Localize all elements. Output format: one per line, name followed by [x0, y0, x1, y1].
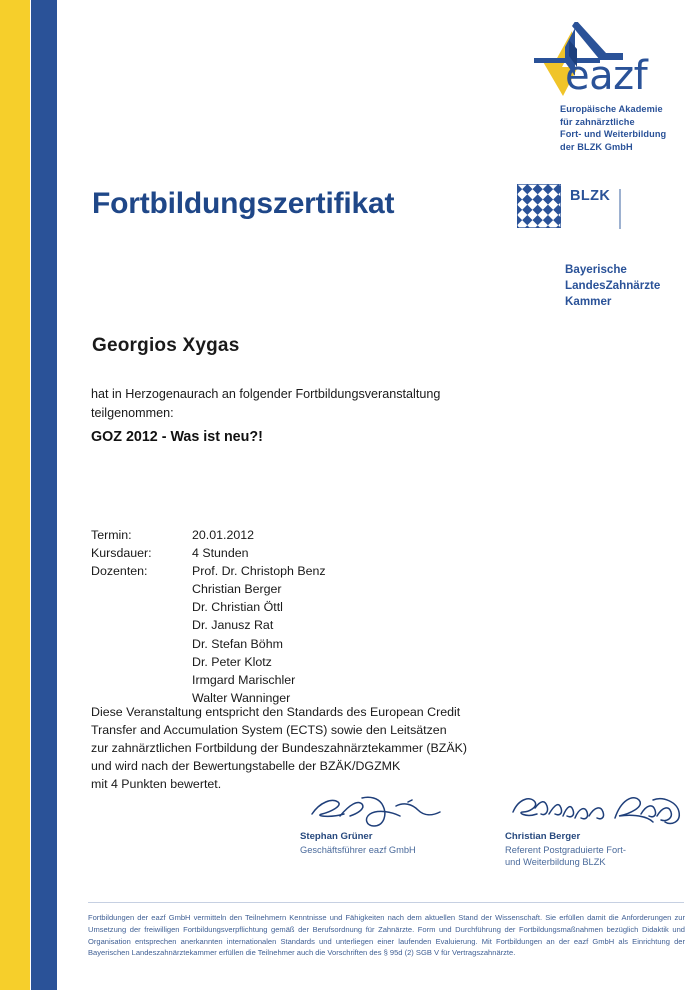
date-label: Termin: [91, 528, 132, 542]
blzk-organisation-name [565, 262, 697, 311]
bavarian-lozenge-icon [517, 184, 561, 228]
ects-line: Diese Veranstaltung entspricht den Standards des European Credit [91, 705, 461, 719]
page-title: Fortbildungszertifikat [92, 187, 395, 220]
signature-right-role-line: und Weiterbildung BLZK [505, 856, 606, 867]
recipient-name: Georgios Xygas [92, 335, 240, 356]
signature-right-role-line: Referent Postgraduierte Fort- [505, 844, 626, 855]
left-blue-stripe [31, 0, 57, 990]
lecturer-item: Christian Berger [192, 582, 282, 597]
signature-right-name: Christian Berger [505, 831, 581, 842]
duration-label: Kursdauer: [91, 546, 152, 561]
signature-left-name: Stephan Grüner [300, 831, 373, 842]
footer-fine-print: Fortbildungen der eazf GmbH vermitteln den Teilnehmern Kenntnisse und Fähigkeiten nach dem aktuellen Stand der Wissenschaft. Sie erfüllen damit die Anforderungen zur Umsetzung der freiwilligen Fortbildungsverpflichtung gemäß der Berufsordnung für Zahnärzte. Form und Durchführung der Fortbildungsmaßnahmen bezüglich Didaktik und Organisation entsprechen anerkannten internationalen Standards und unterliegen einer laufenden Evaluierung. Mit Fortbildungen an der eazf GmbH als Einrichtung der Bayerischen Landeszahnärztekammer erfüllen die Teilnehmer auch die Vorschriften des § 95d (2) SGB V für Vertragszahnärzte. [88, 913, 685, 958]
blzk-logo-row [517, 184, 697, 232]
lecturers-label: Dozenten: [91, 564, 148, 579]
signature-stephan-gruener-icon [300, 792, 475, 830]
lecturer-item: Prof. Dr. Christoph Benz [192, 564, 326, 579]
lecturers-list [192, 562, 491, 707]
eazf-subtitle [560, 103, 696, 153]
lecturer-item: Dr. Peter Klotz [192, 654, 272, 669]
eazf-subtitle-line: Fort- und Weiterbildung [560, 129, 667, 140]
eazf-wordmark: eazf [565, 53, 648, 99]
date-value: 20.01.2012 [192, 528, 255, 542]
ects-line: und wird nach der Bewertungstabelle der BZÄK/DGZMK [91, 759, 401, 774]
eazf-subtitle-line: Europäische Akademie [560, 104, 663, 114]
blzk-name-line: Bayerische [565, 263, 627, 276]
lecturer-item: Dr. Stefan Böhm [192, 636, 283, 651]
blzk-name-line: Kammer [565, 295, 612, 309]
ects-statement [91, 703, 536, 793]
signature-christian-berger-icon [505, 792, 700, 830]
signature-right [505, 792, 700, 868]
footer-divider [88, 902, 684, 903]
signature-left-role [300, 844, 475, 856]
eazf-logo-row [520, 22, 696, 100]
blzk-logo-block [517, 184, 697, 311]
course-details [91, 526, 491, 707]
ects-line: Transfer and Accumulation System (ECTS) sowie den Leitsätzen [91, 723, 447, 738]
blzk-name-line: LandesZahnärzte [565, 279, 661, 293]
detail-row-lecturers [91, 562, 491, 707]
signature-right-role [505, 844, 700, 868]
course-title: GOZ 2012 - Was ist neu?! [91, 429, 263, 445]
signature-left [300, 792, 475, 856]
ects-line: zur zahnärztlichen Fortbildung der Bundeszahnärztekammer (BZÄK) [91, 741, 468, 756]
duration-value: 4 Stunden [192, 546, 249, 561]
eazf-subtitle-line: für zahnärztliche [560, 116, 635, 127]
ects-line: mit 4 Punkten bewertet. [91, 777, 222, 792]
intro-sentence: hat in Herzogenaurach an folgender Fortbildungsveranstaltung teilgenommen: [91, 387, 441, 420]
lecturer-item: Walter Wanninger [192, 690, 291, 705]
blzk-wordmark: BLZK [570, 188, 611, 204]
blzk-divider [619, 189, 621, 229]
lecturer-item: Irmgard Marischler [192, 672, 296, 687]
signature-left-role-line: Geschäftsführer eazf GmbH [300, 844, 416, 855]
detail-row-date [91, 526, 491, 544]
left-yellow-stripe [0, 0, 30, 990]
eazf-logo-block [520, 22, 696, 153]
lecturer-item: Dr. Christian Öttl [192, 600, 283, 615]
eazf-subtitle-line: der BLZK GmbH [560, 141, 633, 152]
detail-row-duration [91, 544, 491, 562]
lecturer-item: Dr. Janusz Rat [192, 618, 274, 633]
